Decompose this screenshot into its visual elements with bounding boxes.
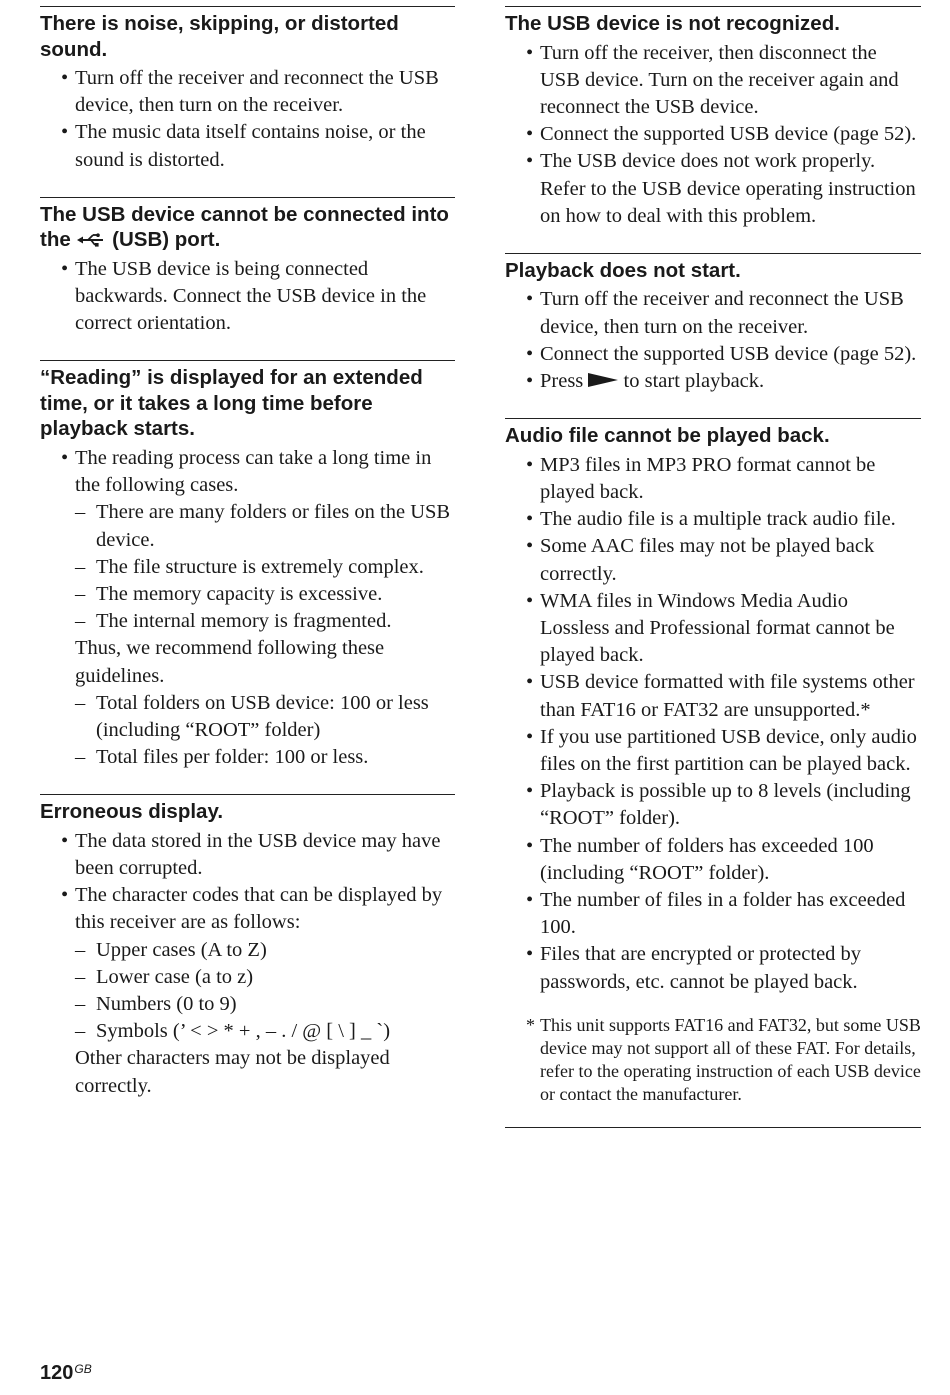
dash-item: – The memory capacity is excessive. <box>40 581 455 608</box>
bullet-list <box>40 65 455 174</box>
section-heading: Erroneous display. <box>40 800 224 824</box>
right-column <box>505 0 921 1128</box>
section-usb-not-recognized <box>505 6 921 230</box>
bullet-item: • The data stored in the USB device may have been corrupted. <box>40 828 455 882</box>
section-usb-cannot-connect <box>40 197 455 338</box>
heading-text-start: The USB device cannot be connected into the <box>40 202 449 252</box>
section-heading: The USB device is not recognized. <box>505 12 840 35</box>
heading-text-end: (USB) port. <box>112 228 221 252</box>
left-column <box>40 0 455 1100</box>
bullet-list <box>505 40 921 230</box>
section-noise <box>40 6 455 174</box>
dash-item: – Lower case (a to z) <box>40 964 455 991</box>
press-text: Press <box>540 370 584 393</box>
bullet-item: • The audio file is a multiple track audio file. <box>505 506 921 533</box>
guideline-text: Thus, we recommend following these guidelines. <box>75 637 385 687</box>
bullet-item: • The reading process can take a long time in the following cases. <box>40 445 455 499</box>
bullet-list <box>40 445 455 499</box>
section-heading: Playback does not start. <box>505 258 741 282</box>
press-text-end: to start playback. <box>623 370 765 393</box>
dash-item: – Total files per folder: 100 or less. <box>40 744 455 771</box>
bullet-item: • If you use partitioned USB device, only audio files on the first partition can be played back. <box>505 724 921 778</box>
bullet-item: • WMA files in Windows Media Audio Lossless and Professional format cannot be played back. <box>505 588 921 670</box>
bullet-item: • Playback is possible up to 8 levels (including “ROOT” folder). <box>505 778 921 832</box>
play-icon <box>588 372 618 388</box>
section-erroneous-display <box>40 794 455 1100</box>
section-playback-not-start <box>505 253 921 395</box>
bullet-list <box>40 828 455 937</box>
page-suffix: GB <box>74 1362 92 1376</box>
footnote-text: This unit supports FAT16 and FAT32, but some USB device may not support all of these FAT. For details, refer to the operating instruction of each USB device or contact the manufacturer. <box>540 1014 921 1105</box>
bullet-item: • Some AAC files may not be played back correctly. <box>505 533 921 587</box>
bullet-item: • MP3 files in MP3 PRO format cannot be played back. <box>505 452 921 506</box>
bullet-item: • Turn off the receiver and reconnect the USB device, then turn on the receiver. <box>505 286 921 340</box>
bullet-list <box>40 256 455 338</box>
bullet-item: • Turn off the receiver, then disconnect the USB device. Turn on the receiver again and reconnect the USB device. <box>505 40 921 122</box>
dash-item: – Upper cases (A to Z) <box>40 937 455 964</box>
page-number <box>40 1362 92 1385</box>
footnote <box>505 1014 921 1107</box>
bullet-item: • Files that are encrypted or protected by passwords, etc. cannot be played back. <box>505 941 921 995</box>
section-audio-cannot-play <box>505 418 921 1106</box>
dash-item: – Total folders on USB device: 100 or less (including “ROOT” folder) <box>40 690 455 744</box>
section-heading <box>40 202 455 253</box>
section-heading: “Reading” is displayed for an extended time, or it takes a long time before playback starts. <box>40 366 423 441</box>
note-text: Other characters may not be displayed correctly. <box>75 1047 390 1097</box>
bullet-item: • The character codes that can be displayed by this receiver are as follows: <box>40 882 455 936</box>
dash-item: – Numbers (0 to 9) <box>40 991 455 1018</box>
bullet-item-press-play <box>505 368 921 395</box>
bullet-item: • USB device formatted with file systems other than FAT16 or FAT32 are unsupported.* <box>505 669 921 723</box>
bullet-item: • Connect the supported USB device (page 52). <box>505 121 921 148</box>
bullet-item: • The number of folders has exceeded 100 (including “ROOT” folder). <box>505 833 921 887</box>
dash-item: – The internal memory is fragmented. <box>40 608 455 635</box>
bullet-item: • The USB device is being connected backwards. Connect the USB device in the correct orientation. <box>40 256 455 338</box>
dash-item: – The file structure is extremely complex. <box>40 554 455 581</box>
section-reading-displayed <box>40 360 455 771</box>
bullet-item: • The number of files in a folder has exceeded 100. <box>505 887 921 941</box>
section-end-rule <box>505 1127 921 1128</box>
bullet-item: • Connect the supported USB device (page 52). <box>505 341 921 368</box>
dash-item: – Symbols (’ < > * + , – . / @ [ \ ] _ `) <box>40 1018 455 1045</box>
footnote-mark: * <box>526 1014 535 1035</box>
bullet-list <box>505 452 921 996</box>
section-heading: Audio file cannot be played back. <box>505 424 830 448</box>
dash-item: – There are many folders or files on the USB device. <box>40 499 455 553</box>
bullet-item: • The USB device does not work properly. Refer to the USB device operating instruction on how to deal with this problem. <box>505 148 921 230</box>
page-number-value: 120 <box>40 1362 74 1384</box>
bullet-item: • The music data itself contains noise, or the sound is distorted. <box>40 119 455 173</box>
bullet-list <box>505 286 921 395</box>
bullet-item: • Turn off the receiver and reconnect the USB device, then turn on the receiver. <box>40 65 455 119</box>
section-heading: There is noise, skipping, or distorted sound. <box>40 12 399 61</box>
usb-icon <box>76 233 106 247</box>
